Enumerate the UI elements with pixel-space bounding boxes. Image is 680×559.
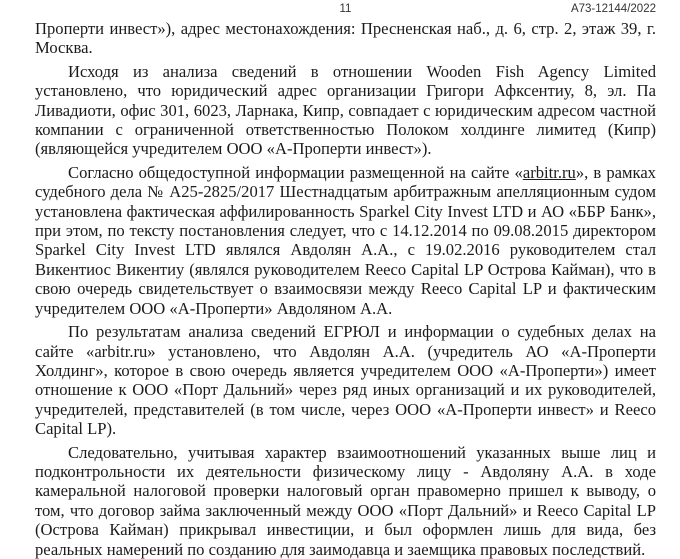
paragraph-text: Следовательно, учитывая характер взаимоотношений указанных выше лиц и подконтрольности их деятельности физическому лицу - Авдоляну А.А. в ходе камеральной налоговой проверки налоговый орган правомерно пришел к выводу, о том, что договор займа заключенный между ООО «Порт Дальний» и Reeco Capital LP (Острова Кайман) прикрывал инвестиции, и был оформлен лишь для вида, без реальных намерений по созданию для заимодавца и заемщика правовых последствий. xyxy=(35,442,656,559)
paragraph-text: », в рамках судебного дела № А25-2825/2017 Шестнадцатым арбитражным апелляционным судом установлена фактическая аффилированность Sparkel City Invest LTD и АО «ББР Банк», при этом, по тексту постановления следует, что с 14.12.2014 по 09.08.2015 директором Sparkel City Invest LTD являлся Авдолян А.А., с 19.02.2016 руководителем стал Викентиос Викентиу (являлся руководителем Reeco Capital LP Острова Кайман), что в свою очередь свидетельствует о взаимосвязи между Reeco Capital LP и фактическим учредителем ООО «А-Проперти» Авдоляном А.А. xyxy=(35,162,656,318)
page-header xyxy=(35,3,656,19)
paragraph-3 xyxy=(35,163,656,318)
website-reference: arbitr.ru xyxy=(522,162,576,182)
page-number: 11 xyxy=(339,3,352,15)
document-body xyxy=(35,19,656,559)
paragraph-text: Исходя из анализа сведений в отношении Wooden Fish Agency Limited установлено, что юридический адрес организации Григори Афксентиу, 8, эл. Па Ливадиоти, офис 301, 6023, Ларнака, Кипр, совпадает с юридическим адресом частной компании с ограниченной ответственностью Полоком холдинге лимитед (Кипр) (являющейся учредителем ООО «А-Проперти инвест»). xyxy=(35,61,656,159)
case-number: А73-12144/2022 xyxy=(570,3,656,15)
paragraph-4 xyxy=(35,322,656,438)
paragraph-2 xyxy=(35,62,656,159)
paragraph-1 xyxy=(35,19,656,58)
paragraph-text: Проперти инвест»), адрес местонахождения: Пресненская наб., д. 6, стр. 2, этаж 39, г. Москва. xyxy=(35,19,656,58)
paragraph-5 xyxy=(35,443,656,559)
paragraph-text: По результатам анализа сведений ЕГРЮЛ и информации о судебных делах на сайте «arbitr.ru» установлено, что Авдолян А.А. (учредитель АО «А-Проперти Холдинг», которое в свою очередь является учредителем ООО «А-Проперти») имеет отношение к ООО «Порт Дальний» через ряд иных организаций и их руководителей, учредителей, представителей (в том числе, через ООО «А-Проперти инвест» и Reeco Capital LP). xyxy=(35,322,656,439)
paragraph-text: Согласно общедоступной информации размещенной на сайте « xyxy=(68,162,523,182)
